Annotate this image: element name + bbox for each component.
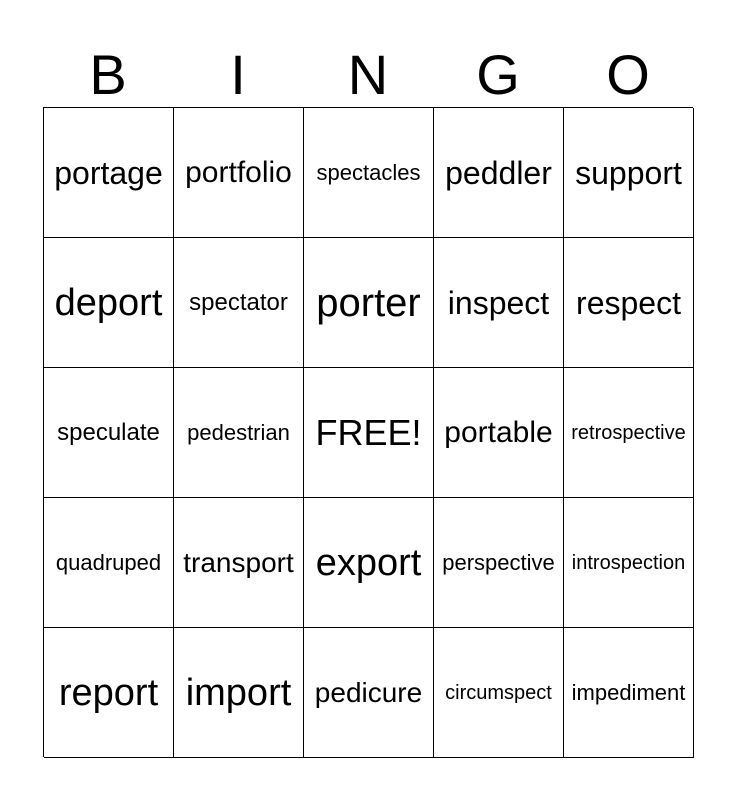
bingo-cell: portable xyxy=(434,368,564,498)
bingo-cell: deport xyxy=(44,238,174,368)
header-letter-g: G xyxy=(476,43,520,106)
bingo-cell: export xyxy=(304,498,434,628)
bingo-cell: pedicure xyxy=(304,628,434,758)
bingo-cell: circumspect xyxy=(434,628,564,758)
bingo-cell: support xyxy=(564,108,694,238)
bingo-cell: portfolio xyxy=(174,108,304,238)
bingo-header xyxy=(43,44,693,106)
bingo-cell: inspect xyxy=(434,238,564,368)
bingo-cell: introspection xyxy=(564,498,694,628)
header-letter-i: I xyxy=(230,43,246,106)
bingo-cell: portage xyxy=(44,108,174,238)
bingo-cell: report xyxy=(44,628,174,758)
bingo-cell: spectator xyxy=(174,238,304,368)
bingo-cell: retrospective xyxy=(564,368,694,498)
bingo-cell: spectacles xyxy=(304,108,434,238)
bingo-cell: import xyxy=(174,628,304,758)
bingo-cell: peddler xyxy=(434,108,564,238)
bingo-card-grid xyxy=(43,107,693,757)
bingo-cell: porter xyxy=(304,238,434,368)
bingo-cell: impediment xyxy=(564,628,694,758)
bingo-cell: respect xyxy=(564,238,694,368)
bingo-cell: speculate xyxy=(44,368,174,498)
free-space-cell: FREE! xyxy=(304,368,434,498)
header-letter-n: N xyxy=(347,43,389,106)
bingo-cell: transport xyxy=(174,498,304,628)
bingo-cell: quadruped xyxy=(44,498,174,628)
bingo-cell: pedestrian xyxy=(174,368,304,498)
bingo-cell: perspective xyxy=(434,498,564,628)
header-letter-o: O xyxy=(606,43,650,106)
header-letter-b: B xyxy=(89,43,127,106)
